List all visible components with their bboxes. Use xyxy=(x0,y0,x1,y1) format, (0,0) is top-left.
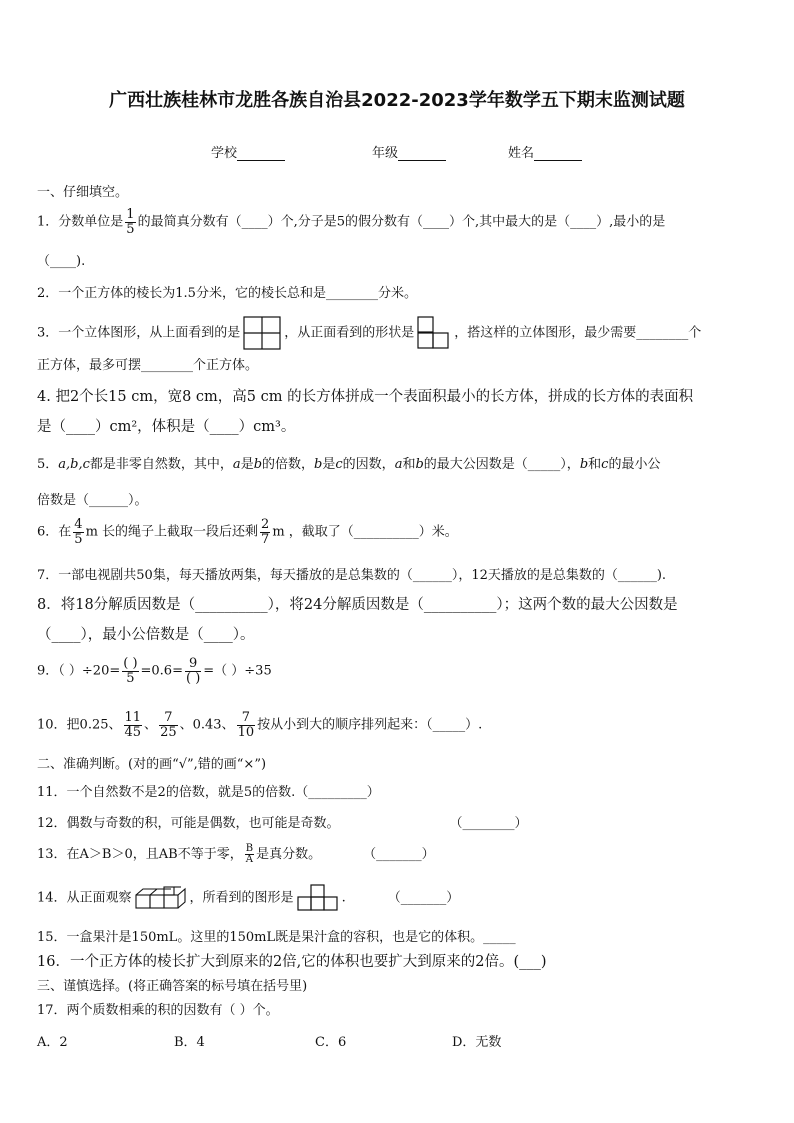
question-11: 11．一个自然数不是2的倍数，就是5的倍数.（_________） xyxy=(37,785,380,800)
question-4: 4. 把2个长15 cm，宽8 cm，高5 cm 的长方体拼成一个表面积最小的长方体，拼成的长方体的表面积 xyxy=(37,389,694,405)
option-d: D．无数 xyxy=(452,1035,502,1050)
section-3-heading: 三、谨慎选择。(将正确答案的标号填在括号里) xyxy=(37,979,308,994)
fraction: $\frac{9}{( )}$ xyxy=(185,656,201,686)
fraction: $\frac{( )}{5}$ xyxy=(123,656,138,686)
question-8: 8．将18分解质因数是（__________），将24分解质因数是（__________）；这两个数的最大公因数是 xyxy=(37,597,678,613)
question-5-cont: 倍数是（______）。 xyxy=(37,493,148,508)
question-13: 13．在A＞B＞0，且AB不等于零， $\frac{B}{A}$ 是真分数。 （_______） xyxy=(37,842,435,865)
fraction: $\frac{B}{A}$ xyxy=(245,842,254,865)
question-8-cont: （____），最小公倍数是（____）。 xyxy=(37,627,255,643)
question-4-cont: 是（____）cm²，体积是（____）cm³。 xyxy=(37,419,296,435)
question-6: 6．在 $\frac{4}{5}$ m 长的绳子上截取一段后还剩 $\frac{2}{7}$ m ，截取了（__________）米。 xyxy=(37,517,458,547)
grade-field: 年级 xyxy=(372,142,446,161)
cube-stack-figure xyxy=(135,886,187,910)
section-1-heading: 一、仔细填空。 xyxy=(37,185,129,200)
fraction: $\frac{7}{10}$ xyxy=(237,710,255,740)
front-view-figure xyxy=(417,316,451,350)
page-title: 广西壮族桂林市龙胜各族自治县2022-2023学年数学五下期末监测试题 xyxy=(109,90,685,111)
top-view-figure xyxy=(243,316,281,350)
question-9: 9．（ ）÷20= $\frac{( )}{5}$ =0.6= $\frac{9}{( )}$ =（ ）÷35 xyxy=(37,656,272,686)
question-1-cont: （____). xyxy=(37,254,86,269)
question-3-cont: 正方体，最多可摆________个正方体。 xyxy=(37,358,259,373)
front-view-result-figure xyxy=(297,884,339,912)
question-1: 1．分数单位是 $\frac{1}{5}$ 的最简真分数有（____）个,分子是5的假分数有（____）个,其中最大的是（____）,最小的是 xyxy=(37,207,666,237)
name-field: 姓名 xyxy=(508,142,582,161)
question-5: 5．a,b,c都是非零自然数，其中，a是b的倍数，b是c的因数，a和b的最大公因数是（_____），b和c的最小公 xyxy=(37,457,661,472)
fraction: $\frac{4}{5}$ xyxy=(74,517,83,547)
fraction: $\frac{11}{45}$ xyxy=(124,710,142,740)
question-7: 7．一部电视剧共50集，每天播放两集，每天播放的是总集数的（______），12天播放的是总集数的（______). xyxy=(37,568,667,583)
fraction: $\frac{2}{7}$ xyxy=(261,517,270,547)
section-2-heading: 二、准确判断。(对的画“√”,错的画“×”) xyxy=(37,757,267,772)
fraction: $\frac{1}{5}$ xyxy=(126,207,135,237)
fraction: $\frac{7}{25}$ xyxy=(160,710,177,740)
question-3: 3．一个立体图形，从上面看到的是 ，从正面看到的形状是 ，搭这样的立体图形，最少需要________个 xyxy=(37,316,701,350)
question-15: 15．一盒果汁是150mL。这里的150mL既是果汁盒的容积，也是它的体积。_____ xyxy=(37,930,516,945)
question-10: 10．把0.25、 $\frac{11}{45}$ 、 $\frac{7}{25}$ 、0.43、 $\frac{7}{10}$ 按从小到大的顺序排列起来：（_____）. xyxy=(37,710,483,740)
school-field: 学校 xyxy=(211,142,285,161)
option-a: A．2 xyxy=(37,1035,68,1050)
question-16: 16．一个正方体的棱长扩大到原来的2倍,它的体积也要扩大到原来的2倍。(___) xyxy=(37,954,547,970)
option-b: B．4 xyxy=(174,1035,205,1050)
question-12: 12．偶数与奇数的积，可能是偶数，也可能是奇数。 （________） xyxy=(37,816,528,831)
option-c: C．6 xyxy=(315,1035,347,1050)
question-17: 17．两个质数相乘的积的因数有（ ）个。 xyxy=(37,1003,279,1018)
question-2: 2．一个正方体的棱长为1.5分米，它的棱长总和是________分米。 xyxy=(37,286,417,301)
question-14: 14．从正面观察 ，所看到的图形是 . （_______） xyxy=(37,884,459,912)
